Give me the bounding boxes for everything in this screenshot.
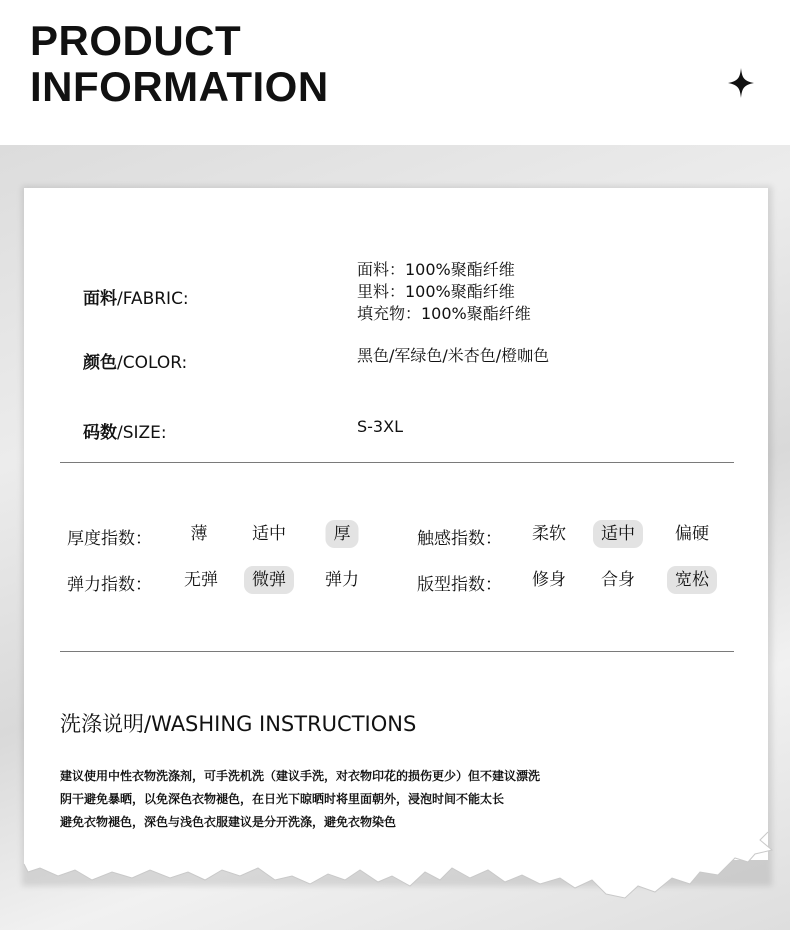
fabric-value-filling: 填充物：100%聚酯纤维 xyxy=(357,304,531,323)
washing-line-2: 阴干避免暴晒，以免深色衣物褪色，在日光下晾晒时将里面朝外，浸泡时间不能太长 xyxy=(60,792,505,806)
divider-bottom xyxy=(60,651,734,652)
washing-line-1: 建议使用中性衣物洗涤剂，可手洗机洗（建议手洗，对衣物印花的损伤更少）但不建议漂洗 xyxy=(60,769,541,783)
thickness-option-thick: 厚 xyxy=(326,520,359,548)
washing-title: 洗涤说明/WASHING INSTRUCTIONS xyxy=(60,712,417,736)
fit-label: 版型指数： xyxy=(417,575,502,595)
fit-option-slim: 修身 xyxy=(532,570,566,590)
elasticity-option-none: 无弹 xyxy=(184,570,218,590)
title-line-2: INFORMATION xyxy=(30,63,329,110)
torn-paper-edge xyxy=(0,820,790,930)
color-label: 颜色/COLOR: xyxy=(83,353,188,373)
fit-option-regular: 合身 xyxy=(601,570,635,590)
elasticity-option-stretch: 弹力 xyxy=(325,570,359,590)
touch-label: 触感指数： xyxy=(417,529,502,549)
color-value: 黑色/军绿色/米杏色/橙咖色 xyxy=(357,346,550,365)
touch-option-medium: 适中 xyxy=(593,520,643,548)
divider-top xyxy=(60,462,734,463)
title-line-1: PRODUCT xyxy=(30,17,242,64)
touch-option-stiff: 偏硬 xyxy=(675,524,709,544)
thickness-option-thin: 薄 xyxy=(190,524,208,544)
elasticity-option-slight: 微弹 xyxy=(244,566,294,594)
fabric-value-lining: 里料：100%聚酯纤维 xyxy=(357,282,515,301)
touch-option-soft: 柔软 xyxy=(532,524,566,544)
sparkle-icon xyxy=(728,68,754,98)
fit-option-loose: 宽松 xyxy=(667,566,717,594)
washing-line-3: 避免衣物褪色，深色与浅色衣服建议是分开洗涤，避免衣物染色 xyxy=(60,815,397,829)
fabric-label: 面料/FABRIC: xyxy=(83,289,189,309)
size-label: 码数/SIZE: xyxy=(83,423,167,443)
elasticity-label: 弹力指数： xyxy=(67,575,152,595)
fabric-value-shell: 面料：100%聚酯纤维 xyxy=(357,260,515,279)
size-value: S-3XL xyxy=(357,417,403,436)
thickness-label: 厚度指数： xyxy=(67,529,152,549)
page-title xyxy=(30,18,329,110)
thickness-option-medium: 适中 xyxy=(252,524,286,544)
